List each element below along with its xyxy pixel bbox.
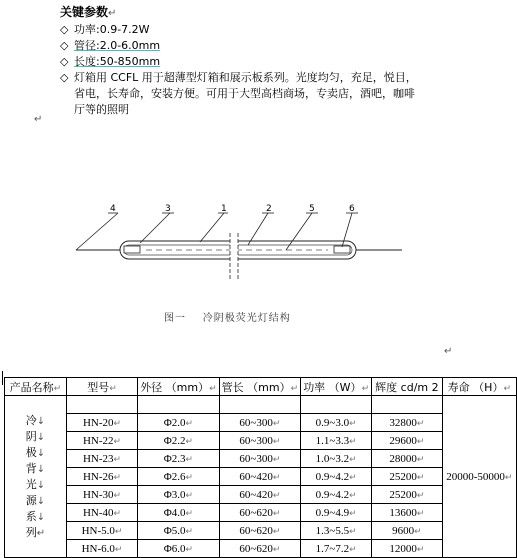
col-header-power: 功率 （W） ↵ bbox=[301, 378, 372, 396]
leader-line-2 bbox=[248, 213, 268, 245]
table-row bbox=[5, 396, 517, 414]
break-gap bbox=[230, 235, 238, 279]
product-table bbox=[4, 377, 517, 558]
label-6: 6 bbox=[349, 204, 355, 214]
table-row: HN-23 ↵ Φ2.3 ↵ 60~300 ↵ 1.0~3.2 ↵ 28000 ↵ bbox=[5, 450, 517, 468]
diamond-outline-icon: ◇ bbox=[60, 39, 69, 52]
figure-title: 冷阴极荧光灯结构 bbox=[202, 313, 291, 324]
label-3: 3 bbox=[165, 204, 171, 214]
table-row: HN-40 ↵ Φ4.0 ↵ 60~620 ↵ 0.9~4.9 ↵ 13600 ↵ bbox=[5, 504, 517, 522]
param-power: ◇ 功率:0.9-7.2W bbox=[60, 23, 150, 36]
diagram-caption bbox=[164, 309, 291, 324]
col-header-product-name: 产品名称 ↵ bbox=[5, 378, 67, 396]
label-1: 1 bbox=[221, 204, 227, 214]
col-header-luminance: 辉度 cd/m 2 bbox=[372, 378, 443, 396]
label-2: 2 bbox=[266, 204, 272, 214]
electrode-left bbox=[124, 246, 140, 253]
table-row: HN-22 ↵ Φ2.2 ↵ 60~300 ↵ 1.1~3.3 ↵ 29600 ↵ bbox=[5, 432, 517, 450]
key-parameters-heading: 关键参数 bbox=[60, 5, 109, 19]
param-description: ◇ 灯箱用 CCFL 用于超薄型灯箱和展示板系列。光度均匀，充足，悦目， 省电，长寿命，安装方便。可用于大型高档商场，专卖店，酒吧，咖啡 厅等的照明 bbox=[60, 71, 417, 116]
col-header-diameter: 外径 （mm） ↵ bbox=[138, 378, 219, 396]
return-mark: ↵ bbox=[444, 346, 453, 357]
table-header-row bbox=[5, 378, 517, 396]
param-diameter: ◇ 管径:2.0-6.0mm bbox=[60, 39, 161, 52]
table-row: HN-30 ↵ Φ3.0 ↵ 60~420 ↵ 0.9~4.2 ↵ 25200 ↵ bbox=[5, 486, 517, 504]
table-row: HN-5.0 ↵ Φ5.0 ↵ 60~620 ↵ 1.3~5.5 ↵ 9600 ↵ bbox=[5, 522, 517, 540]
table-row: HN-6.0 ↵ Φ6.0 ↵ 60~620 ↵ 1.7~7.2 ↵ 12000 ↵ bbox=[5, 540, 517, 558]
col-header-length: 管长 （mm） ↵ bbox=[219, 378, 300, 396]
leader-line-4 bbox=[76, 213, 118, 250]
text-cursor bbox=[2, 371, 3, 385]
diamond-outline-icon: ◇ bbox=[60, 55, 69, 68]
col-header-lifespan: 寿命 （H） ↵ bbox=[442, 378, 516, 396]
lifespan-cell: 20000-50000 ↵ bbox=[442, 396, 516, 558]
leader-line-1 bbox=[200, 213, 224, 242]
leader-line-3 bbox=[140, 213, 170, 243]
key-parameters-section bbox=[60, 4, 500, 118]
series-name-cell: 冷↓ 阴↓ 极↓ 背↓ 光↓ 源↓ 系↓ 列↵ bbox=[5, 396, 67, 558]
table-row: HN-26 ↵ Φ2.6 ↵ 60~420 ↵ 0.9~4.2 ↵ 25200 ↵ bbox=[5, 468, 517, 486]
return-mark: ↵ bbox=[34, 114, 43, 125]
col-header-model: 型号 ↵ bbox=[66, 378, 137, 396]
figure-number: 图一 bbox=[164, 313, 186, 324]
table-row: HN-20 ↵ Φ2.0 ↵ 60~300 ↵ 0.9~3.0 ↵ 32800 ↵ bbox=[5, 414, 517, 432]
diamond-outline-icon: ◇ bbox=[60, 23, 69, 36]
diamond-outline-icon: ◇ bbox=[60, 71, 69, 84]
label-4: 4 bbox=[110, 204, 116, 214]
return-mark: ↵ bbox=[108, 8, 117, 19]
label-5: 5 bbox=[309, 204, 315, 214]
param-length: ◇ 长度:50-850mm bbox=[60, 55, 161, 68]
electrode-right bbox=[334, 246, 350, 253]
